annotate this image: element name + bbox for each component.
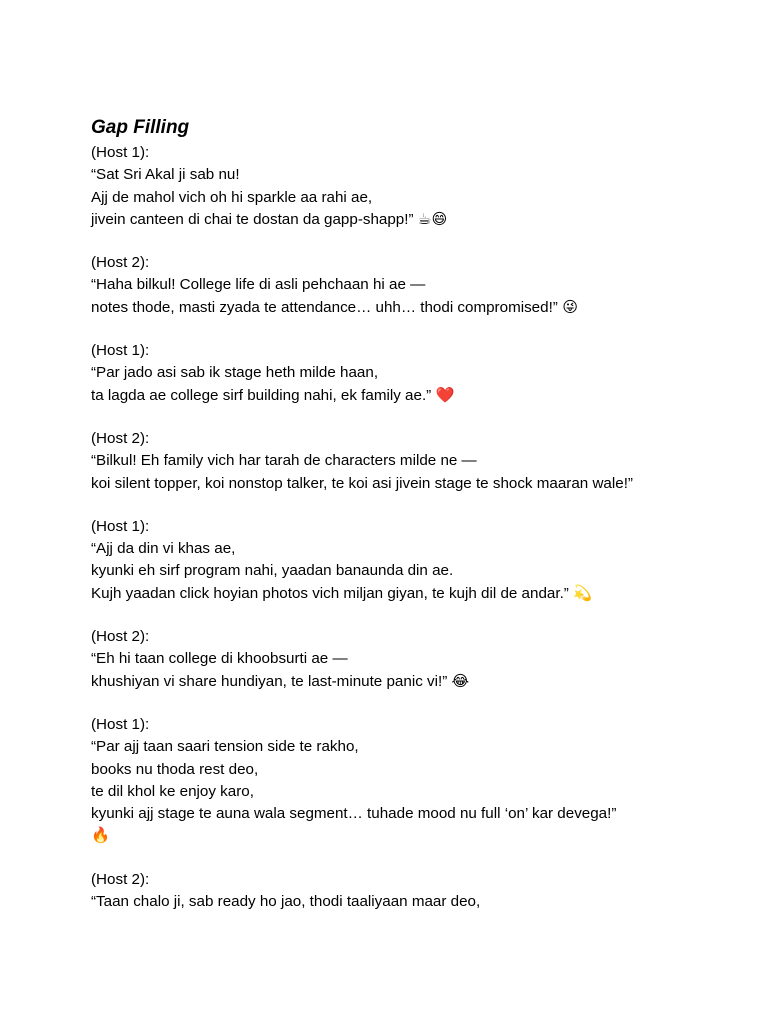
dialogue-line: books nu thoda rest deo, <box>91 760 259 778</box>
speaker-label: (Host 1): <box>91 715 150 733</box>
dialogue-block <box>91 516 731 605</box>
speaker-label: (Host 2): <box>91 429 150 447</box>
speaker-label: (Host 2): <box>91 870 150 888</box>
dialogue-line: ta lagda ae college sirf building nahi, ek family ae.” ❤️ <box>91 386 455 404</box>
document-page <box>91 116 731 934</box>
dialogue-line: “Eh hi taan college di khoobsurti ae — <box>91 650 348 668</box>
dialogue-block <box>91 626 731 693</box>
dialogue-line: “Taan chalo ji, sab ready ho jao, thodi taaliyaan maar deo, <box>91 893 481 911</box>
dialogue-block <box>91 714 731 848</box>
dialogue-line: “Par ajj taan saari tension side te rakho, <box>91 738 359 756</box>
document-title: Gap Filling <box>91 117 190 138</box>
dialogue-line: kyunki ajj stage te auna wala segment… tuhade mood nu full ‘on’ kar devega!” <box>91 805 617 823</box>
dialogue-blocks <box>91 142 731 913</box>
dialogue-block <box>91 340 731 407</box>
dialogue-line: “Bilkul! Eh family vich har tarah de characters milde ne — <box>91 452 477 470</box>
dialogue-line: “Par jado asi sab ik stage heth milde haan, <box>91 364 379 382</box>
dialogue-line: jivein canteen di chai te dostan da gapp-shapp!” ☕😄 <box>91 210 448 228</box>
speaker-label: (Host 1): <box>91 144 150 161</box>
dialogue-block <box>91 428 731 495</box>
speaker-label: (Host 1): <box>91 517 150 535</box>
dialogue-line: koi silent topper, koi nonstop talker, te koi asi jivein stage te shock maaran wale!” <box>91 474 633 492</box>
dialogue-line: te dil khol ke enjoy karo, <box>91 782 254 800</box>
dialogue-line: Ajj de mahol vich oh hi sparkle aa rahi ae, <box>91 188 373 206</box>
dialogue-block <box>91 252 731 319</box>
dialogue-line: “Ajj da din vi khas ae, <box>91 540 236 558</box>
speaker-label: (Host 1): <box>91 342 150 360</box>
dialogue-block <box>91 869 731 914</box>
dialogue-line: “Haha bilkul! College life di asli pehchaan hi ae — <box>91 276 426 294</box>
speaker-label: (Host 2): <box>91 254 150 272</box>
dialogue-line: Kujh yaadan click hoyian photos vich miljan giyan, te kujh dil de andar.” 💫 <box>91 584 592 602</box>
dialogue-line: khushiyan vi share hundiyan, te last-minute panic vi!” 😂 <box>91 672 470 690</box>
dialogue-line: notes thode, masti zyada te attendance… uhh… thodi compromised!” 😜 <box>91 298 578 316</box>
dialogue-line: 🔥 <box>91 827 110 845</box>
dialogue-line: “Sat Sri Akal ji sab nu! <box>91 166 240 184</box>
dialogue-block <box>91 142 731 231</box>
dialogue-line: kyunki eh sirf program nahi, yaadan banaunda din ae. <box>91 562 454 580</box>
speaker-label: (Host 2): <box>91 628 150 646</box>
